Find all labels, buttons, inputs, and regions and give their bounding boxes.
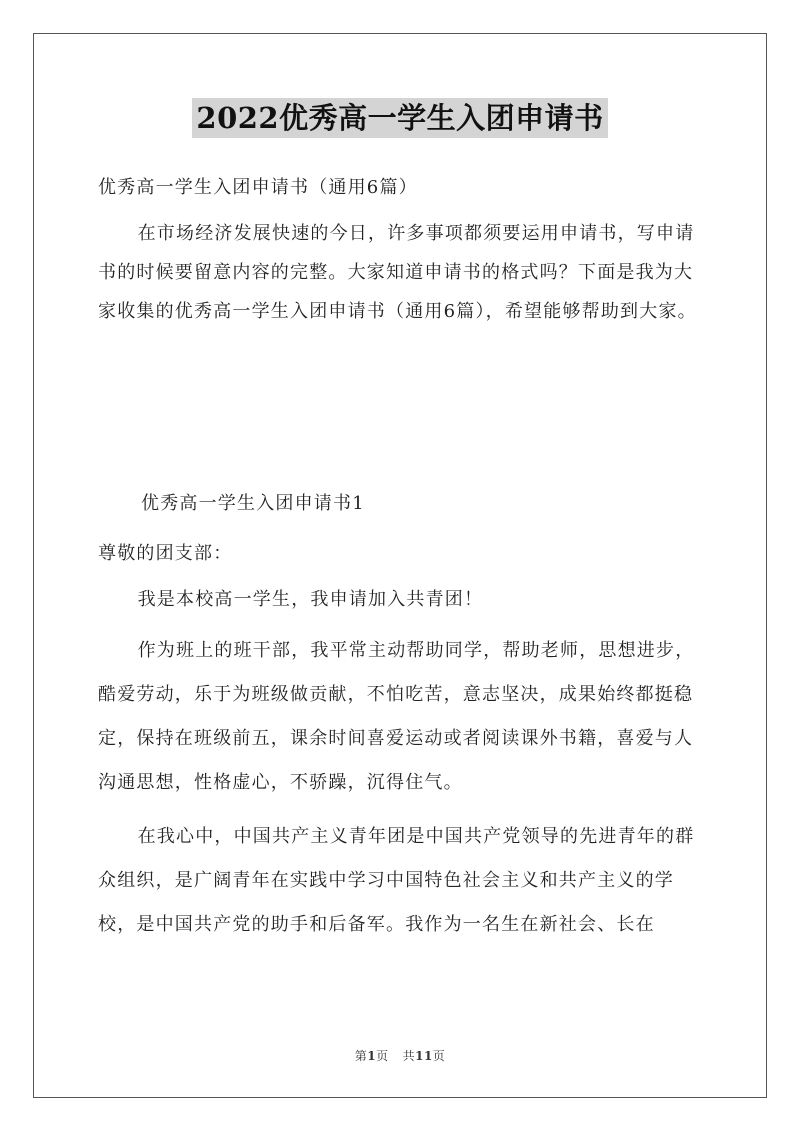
page-footer [0,1047,800,1064]
page-total: 11 [415,1049,433,1063]
page-unit: 页 [376,1049,389,1063]
intro-section [98,168,712,338]
total-prefix: 共 [402,1049,416,1063]
total-unit: 页 [432,1049,446,1063]
document-subtitle: 优秀高一学生入团申请书（通用6篇） [98,177,418,198]
page-prefix: 第 [354,1049,368,1063]
letter-body [98,534,712,957]
body-paragraph-1: 我是本校高一学生，我申请加入共青团！ [137,589,484,610]
body-paragraph-2: 作为班上的班干部，我平常主动帮助同学，帮助老师，思想进步，酷爱劳动，乐于为班级做贡献，不怕吃苦，意志坚决，成果始终都挺稳定，保持在班级前五，课余时间喜爱运动或者阅读课外书籍，喜爱与人沟通思想，性格虚心，不骄躁，沉得住气。 [98,640,695,793]
salutation: 尊敬的团支部： [98,543,233,564]
section-heading: 优秀高一学生入团申请书1 [141,493,365,514]
document-title-wrapper [0,98,800,138]
page-current: 1 [367,1049,377,1063]
document-title: 2022优秀高一学生入团申请书 [192,98,607,138]
intro-paragraph: 在市场经济发展快速的今日，许多事项都须要运用申请书，写申请书的时候要留意内容的完整。大家知道申请书的格式吗？下面是我为大家收集的优秀高一学生入团申请书（通用6篇），希望能够帮助到大家。 [98,223,697,322]
body-paragraph-3: 在我心中，中国共产主义青年团是中国共产党领导的先进青年的群众组织，是广阔青年在实践中学习中国特色社会主义和共产主义的学校，是中国共产党的助手和后备军。我作为一名生在新社会、长在 [98,826,695,935]
